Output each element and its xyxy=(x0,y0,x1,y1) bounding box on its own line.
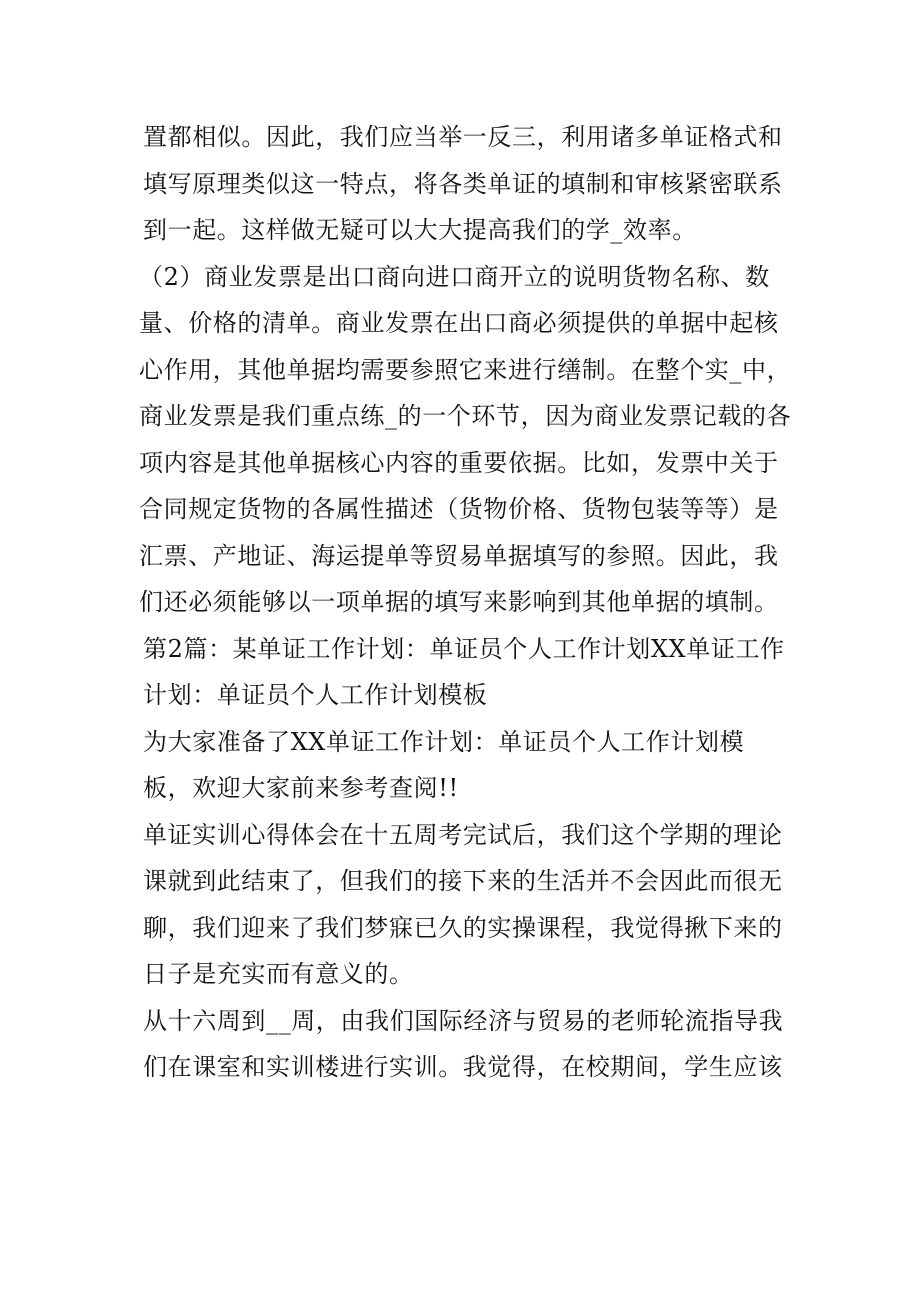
paragraph-training-experience: 单证实训心得体会在十五周考完试后，我们这个学期的理论课就到此结束了，但我们的接下来的生活并不会因此而很无聊，我们迎来了我们梦寐已久的实操课程，我觉得揪下来的日子是充实而有意义的。 xyxy=(143,820,783,988)
paragraph-continuation: 置都相似。因此，我们应当举一反三，利用诸多单证格式和填写原理类似这一特点，将各类单证的填制和审核紧密联系到一起。这样做无疑可以大大提高我们的学_效率。 xyxy=(143,123,783,244)
paragraph-intro: 为大家准备了XX单证工作计划：单证员个人工作计划模板，欢迎大家前来参考查阅!! xyxy=(143,727,745,802)
paragraph-commercial-invoice: （2）商业发票是出口商向进口商开立的说明货物名称、数量、价格的清单。商业发票在出口商必须提供的单据中起核心作用，其他单据均需要参照它来进行缮制。在整个实_中，商业发票是我们重点练_的一个环节，因为商业发票记载的各项内容是其他单据核心内容的重要依据。比如，发票中关于合同规定货物的各属性描述（货物价格、货物包装等等）是汇票、产地证、海运提单等贸易单据填写的参照。因此，我们还必须能够以一项单据的填写来影响到其他单据的填制。 xyxy=(139,262,792,616)
paragraph-training-schedule: 从十六周到__周，由我们国际经济与贸易的老师轮流指导我们在课室和实训楼进行实训。我觉得，在校期间，学生应该 xyxy=(143,1006,784,1081)
document-body xyxy=(139,114,793,1091)
section-heading-part-2: 第2篇：某单证工作计划：单证员个人工作计划XX单证工作计划：单证员个人工作计划模板 xyxy=(143,634,785,709)
